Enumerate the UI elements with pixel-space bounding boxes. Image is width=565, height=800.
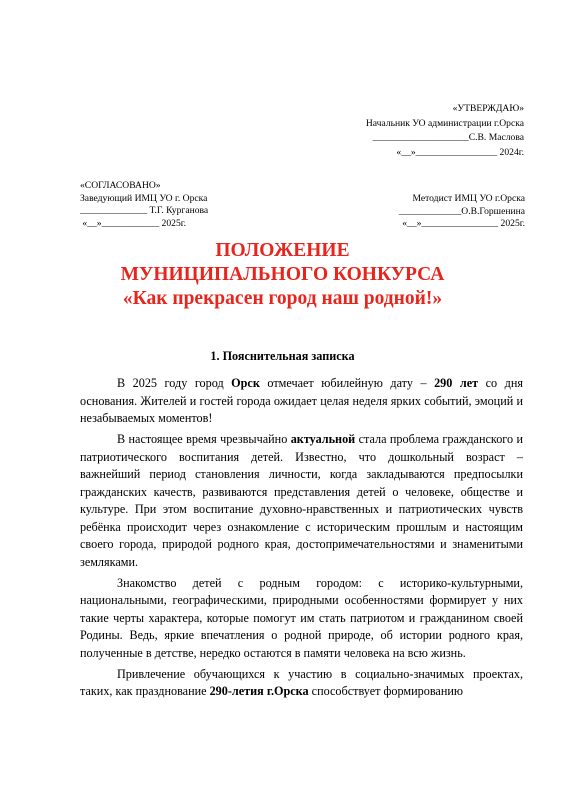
- p1-text-a: В 2025 году город: [117, 376, 232, 390]
- p2-text-c: стала проблема гражданского и патриотического воспитания детей. Известно, что дошкольный возраст – важнейший период становления личности, когда закладываются предпосылки гражданских качеств, развиваются представления детей о человеке, обществе и культуре. При этом воспитание духовно-нравственных и патриотических чувств ребёнка происходит через ознакомление с историческим прошлым и настоящим своего города, природой родного края, достопримечательностями и знаменитыми земляками.: [80, 432, 523, 569]
- agreed-position: Заведующий ИМЦ УО г. Орска: [80, 192, 208, 204]
- section-heading: 1. Пояснительная записка: [210, 349, 355, 363]
- paragraph-1: [80, 375, 523, 428]
- p2-bold-actual: актуальной: [290, 432, 356, 447]
- methodist-signature: _____________О.В.Горшенина: [398, 205, 525, 217]
- approval-date: «__»_________________ 2024г.: [396, 146, 524, 158]
- p1-text-c: отмечает юбилейную дату –: [259, 376, 435, 390]
- approval-block: [366, 102, 524, 160]
- agreed-heading: «СОГЛАСОВАНО»: [80, 180, 161, 191]
- approval-position: Начальник УО администрации г.Орска: [365, 117, 524, 129]
- agreed-signature: ______________ Т.Г. Курганова: [80, 205, 209, 216]
- title-line-1: ПОЛОЖЕНИЕ: [215, 240, 350, 261]
- p4-bold-anniversary: 290-летия г.Орска: [209, 684, 309, 699]
- agreed-block: [80, 180, 208, 230]
- p1-bold-city: Орск: [231, 376, 260, 390]
- title-line-3: «Как прекрасен город наш родной!»: [122, 288, 443, 309]
- p4-text-c: способствует формированию: [308, 684, 463, 699]
- paragraph-2: [80, 431, 523, 571]
- methodist-block: [399, 193, 525, 231]
- p2-text-a: В настоящее время чрезвычайно: [117, 432, 291, 447]
- p1-text-e: со дня основания. Жителей и гостей города ожидает целая неделя ярких событий, эмоций и незабываемых моментов!: [80, 376, 524, 425]
- paragraph-4: [80, 666, 523, 701]
- document-title: [0, 239, 565, 311]
- p4-text-a: Привлечение обучающихся к участию в социально-значимых проектах, таких, как празднование: [80, 666, 523, 699]
- approval-signature: ____________________С.В. Маслова: [372, 132, 524, 143]
- methodist-date: «__»________________ 2025г.: [402, 218, 525, 229]
- methodist-position: Методист ИМЦ УО г.Орска: [412, 193, 525, 204]
- paragraph-3: Знакомство детей с родным городом: с историко-культурными, национальными, географическими, природными особенностями формирует у них такие черты характера, которые помогут им стать патриотом и гражданином своей Родины. Ведь, яркие впечатления о родной природе, об истории родного края, полученные в детстве, нередко остаются в памяти человека на всю жизнь.: [80, 575, 523, 660]
- title-line-2: МУНИЦИПАЛЬНОГО КОНКУРСА: [120, 264, 445, 285]
- p1-bold-years: 290 лет: [434, 376, 479, 390]
- agreed-date: «__»____________ 2025г.: [80, 217, 186, 229]
- approval-heading: «УТВЕРЖДАЮ»: [452, 103, 524, 114]
- body-text: [80, 375, 523, 704]
